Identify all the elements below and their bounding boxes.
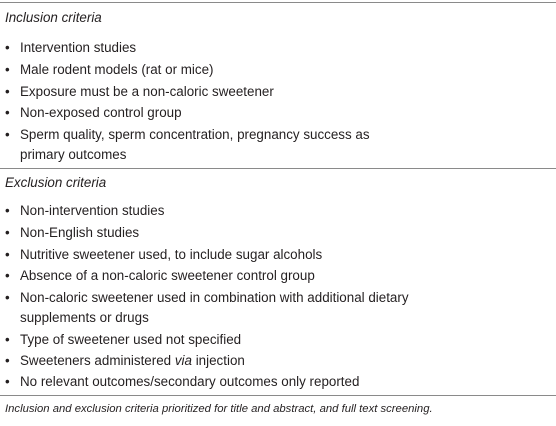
bullet-icon: • xyxy=(5,62,10,77)
exclusion-criteria-heading: Exclusion criteria xyxy=(5,175,107,190)
bottom-rule xyxy=(0,395,556,396)
bullet-icon: • xyxy=(5,247,10,262)
table-footnote: Inclusion and exclusion criteria prioritized for title and abstract, and full text screening. xyxy=(5,403,433,415)
exclusion-item: Type of sweetener used not specified xyxy=(20,332,242,347)
bullet-icon: • xyxy=(5,203,10,218)
exclusion-item: No relevant outcomes/secondary outcomes only reported xyxy=(20,374,360,389)
bullet-icon: • xyxy=(5,353,10,368)
exclusion-item: Non-intervention studies xyxy=(20,203,165,218)
bullet-icon: • xyxy=(5,374,10,389)
exclusion-item: Absence of a non-caloric sweetener control group xyxy=(20,268,315,283)
inclusion-criteria-heading: Inclusion criteria xyxy=(5,10,102,25)
inclusion-item: Intervention studies xyxy=(20,40,137,55)
exclusion-item-text: Sweeteners administered xyxy=(20,353,172,368)
bullet-icon: • xyxy=(5,105,10,120)
bullet-icon: • xyxy=(5,84,10,99)
inclusion-item: Sperm quality, sperm concentration, pregnancy success as xyxy=(20,127,370,142)
bullet-icon: • xyxy=(5,225,10,240)
bullet-icon: • xyxy=(5,268,10,283)
exclusion-item-text: injection xyxy=(195,353,245,368)
exclusion-item: Non-caloric sweetener used in combination with additional dietary xyxy=(20,290,409,305)
exclusion-item: Non-English studies xyxy=(20,225,140,240)
bullet-icon: • xyxy=(5,290,10,305)
bullet-icon: • xyxy=(5,40,10,55)
exclusion-item-italic: via xyxy=(174,353,192,368)
inclusion-item: Non-exposed control group xyxy=(20,105,182,120)
inclusion-item: Male rodent models (rat or mice) xyxy=(20,62,214,77)
exclusion-item xyxy=(20,351,245,370)
bullet-icon: • xyxy=(5,127,10,142)
exclusion-item-continued: supplements or drugs xyxy=(20,310,149,325)
bullet-icon: • xyxy=(5,332,10,347)
top-rule xyxy=(0,2,556,3)
inclusion-item-continued: primary outcomes xyxy=(20,147,127,162)
inclusion-item: Exposure must be a non-caloric sweetener xyxy=(20,84,274,99)
section-divider xyxy=(0,168,556,169)
exclusion-item: Nutritive sweetener used, to include sugar alcohols xyxy=(20,247,323,262)
